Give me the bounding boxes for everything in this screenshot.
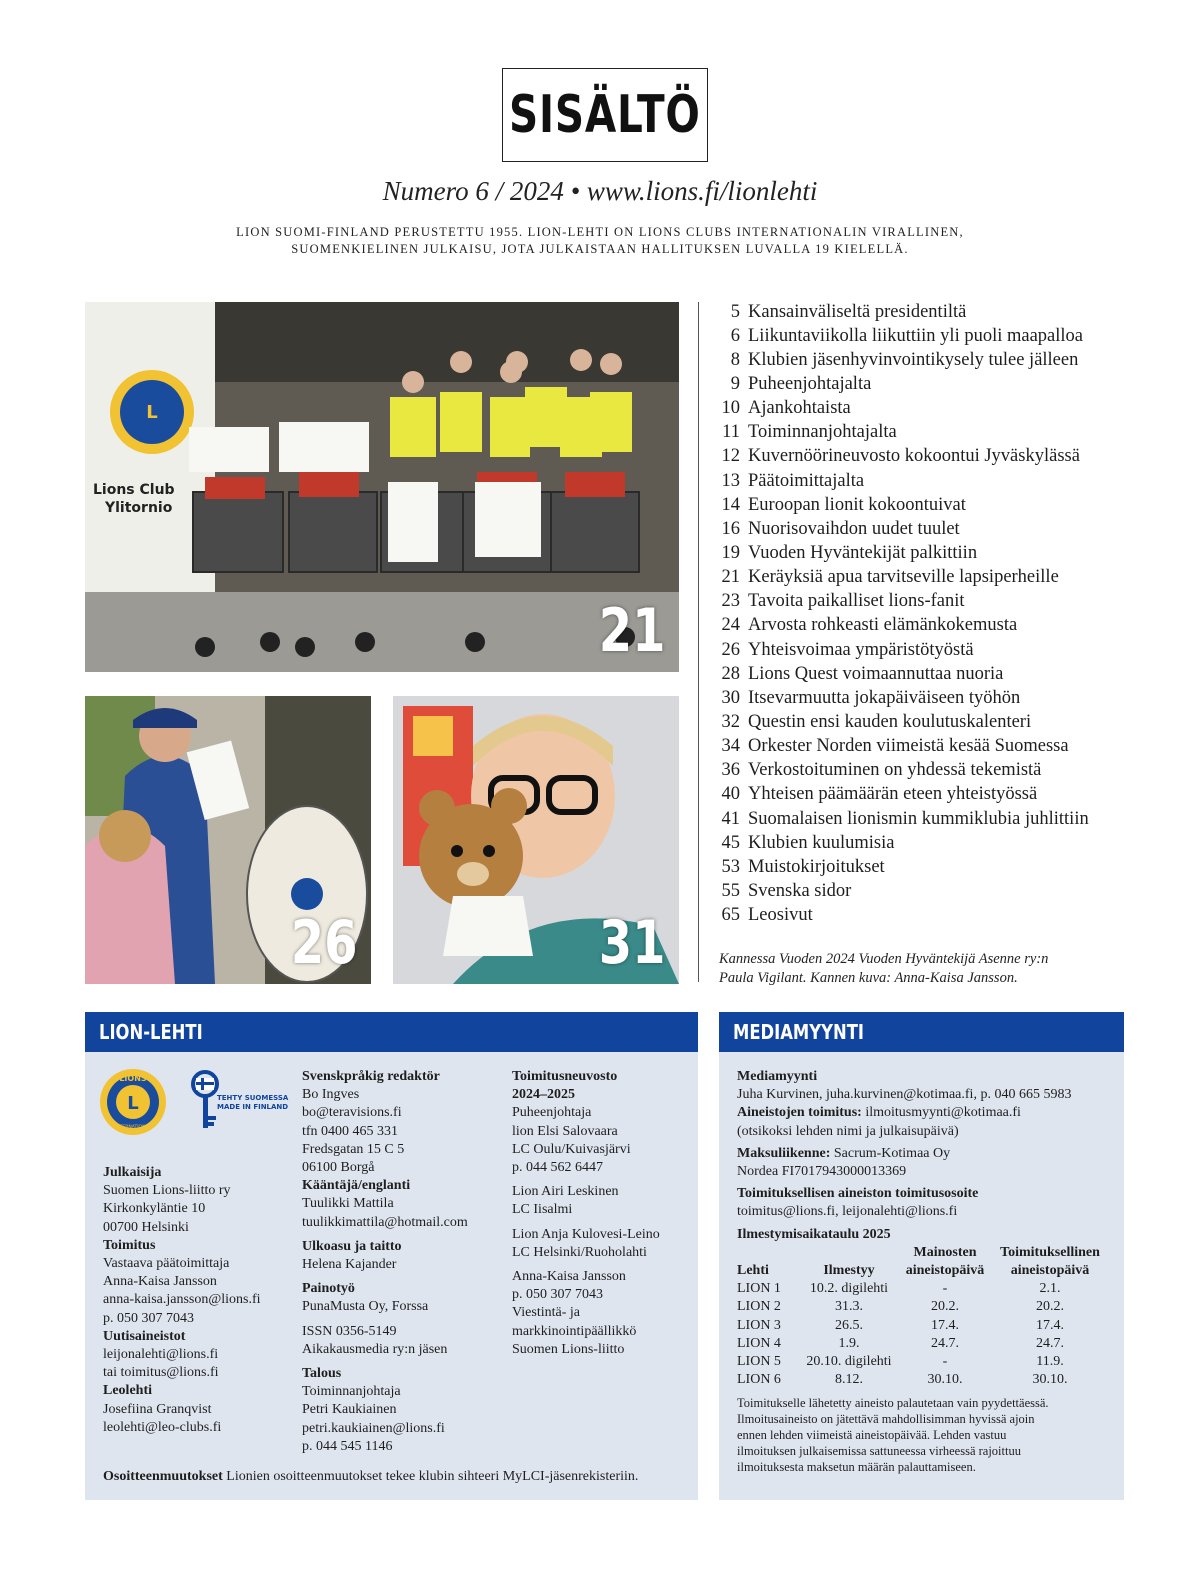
intro-text: [0, 224, 1200, 258]
toc-page-number: 36: [721, 760, 740, 781]
toc-title: Leosivut: [748, 905, 813, 926]
finance-line: p. 044 545 1146: [302, 1438, 393, 1454]
svg-text:L: L: [146, 402, 158, 423]
lions-logo-text: LIONS: [119, 1074, 147, 1083]
board-member-line: Suomen Lions-liitto: [512, 1341, 625, 1357]
toc-title: Päätoimittajalta: [748, 470, 865, 491]
page-title: SISÄLTÖ: [509, 85, 701, 145]
schedule-col-header: Mainosten aineistopäivä: [905, 1244, 985, 1279]
publisher-line: Kirkonkyläntie 10: [103, 1201, 206, 1217]
toc-page-number: 9: [730, 373, 740, 394]
schedule-cell: 24.7.: [931, 1335, 959, 1351]
table-of-contents: [706, 300, 1146, 928]
translator-heading: Kääntäjä/englanti: [302, 1178, 411, 1194]
footnote-line: Toimitukselle lähetetty aineisto palautetaan vain pyydettäessä.: [737, 1396, 1049, 1411]
swedish-editor-line: 06100 Borgå: [302, 1160, 375, 1176]
svg-text:L: L: [127, 1093, 139, 1114]
finance-email[interactable]: petri.kaukiainen@lions.fi: [302, 1420, 445, 1436]
board-member-line: Anna-Kaisa Jansson: [512, 1269, 626, 1285]
toc-entry[interactable]: [706, 735, 1146, 759]
membership-line: Aikakausmedia ry:n jäsen: [302, 1341, 448, 1357]
photo-food-collection: [85, 302, 679, 672]
toc-title: Keräyksiä apua tarvitseville lapsiperheille: [748, 567, 1059, 588]
print-line: PunaMusta Oy, Forssa: [302, 1299, 429, 1315]
publisher-heading: Julkaisija: [103, 1165, 162, 1180]
schedule-cell: LION 5: [737, 1354, 781, 1370]
photo-page-number: 26: [290, 908, 357, 978]
photo-boy-with-teddy: [393, 696, 679, 984]
lions-logo-subtext: INTERNATIONAL: [114, 1125, 152, 1130]
footnote-line: ilmoituksesta maksetun määrän palauttamiseen.: [737, 1460, 976, 1475]
lion-lehti-panel: [85, 1012, 698, 1500]
editorial-email[interactable]: anna-kaisa.jansson@lions.fi: [103, 1292, 261, 1308]
schedule-cell: -: [942, 1281, 948, 1297]
toc-page-number: 23: [721, 591, 740, 612]
banner-club-line-1: Lions Club: [93, 482, 175, 498]
swedish-editor-line: Fredsgatan 15 C 5: [302, 1141, 405, 1157]
board-period: 2024–2025: [512, 1087, 575, 1103]
toc-page-number: 8: [730, 349, 740, 370]
toc-entry[interactable]: [706, 493, 1146, 517]
toc-page-number: 6: [730, 325, 740, 346]
toc-title: Arvosta rohkeasti elämänkokemusta: [748, 615, 1018, 636]
toc-title: Toiminnanjohtajalta: [748, 422, 897, 443]
leo-heading: Leolehti: [103, 1383, 152, 1399]
toc-page-number: 53: [721, 856, 740, 877]
cover-caption: [719, 950, 1139, 988]
toc-entry[interactable]: [706, 421, 1146, 445]
schedule-cell: 30.10.: [927, 1372, 963, 1388]
lion-lehti-col-2: [302, 1068, 507, 1456]
toc-title: Suomalaisen lionismin kummiklubia juhlittiin: [748, 808, 1089, 829]
toc-page-number: 13: [721, 470, 740, 491]
finance-line: Petri Kaukiainen: [302, 1402, 397, 1418]
schedule-cell: 2.1.: [1039, 1281, 1061, 1297]
toc-entry[interactable]: [706, 807, 1146, 831]
swedish-editor-line: Bo Ingves: [302, 1087, 360, 1103]
made-in-text-2: MADE IN FINLAND: [217, 1103, 289, 1111]
toc-page-number: 41: [721, 808, 740, 829]
toc-entry[interactable]: [706, 638, 1146, 662]
toc-title: Klubien jäsenhyvinvointikysely tulee jälleen: [748, 349, 1079, 370]
toc-title: Orkester Norden viimeistä kesää Suomessa: [748, 736, 1069, 757]
toc-page-number: 65: [721, 905, 740, 926]
issue-line: Numero 6 / 2024 • www.lions.fi/lionlehti: [382, 176, 818, 206]
toc-title: Puheenjohtajalta: [748, 373, 872, 394]
board-member-line: markkinointipäällikkö: [512, 1323, 637, 1339]
finance-heading: Talous: [302, 1366, 342, 1382]
toc-entry[interactable]: [706, 783, 1146, 807]
toc-entry[interactable]: [706, 855, 1146, 879]
news-line: tai toimitus@lions.fi: [103, 1365, 219, 1381]
toc-title: Verkostoituminen on yhdessä tekemistä: [748, 760, 1042, 781]
finance-line: Toiminnanjohtaja: [302, 1384, 401, 1400]
board-member-line: p. 044 562 6447: [512, 1160, 603, 1176]
schedule-header-row: [737, 1244, 1109, 1280]
schedule-cell: -: [942, 1354, 948, 1370]
schedule-row: [737, 1298, 1109, 1316]
schedule-col-header: Ilmestyy: [823, 1263, 875, 1279]
schedule-cell: 26.5.: [835, 1317, 863, 1333]
toc-title: Euroopan lionit kokoontuivat: [748, 494, 966, 515]
toc-entry[interactable]: [706, 397, 1146, 421]
sales-contact: Juha Kurvinen, juha.kurvinen@kotimaa.fi, p. 040 665 5983: [737, 1087, 1072, 1103]
payment-heading: Maksuliikenne:: [737, 1145, 831, 1161]
lion-lehti-col-1: [103, 1164, 293, 1437]
made-in-text-1: TEHTY SUOMESSA: [217, 1094, 289, 1102]
leo-line: Josefiina Granqvist: [103, 1401, 212, 1417]
swedish-editor-email[interactable]: bo@teravisions.fi: [302, 1105, 402, 1121]
photo-page-number: 21: [598, 596, 665, 666]
layout-heading: Ulkoasu ja taitto: [302, 1238, 402, 1254]
banner-club-line-2: Ylitornio: [105, 500, 173, 516]
schedule-col-header: Toimituksellinen aineistopäivä: [1000, 1244, 1100, 1279]
schedule-cell: 8.12.: [835, 1372, 863, 1388]
schedule-row: [737, 1353, 1109, 1371]
footnote-line: ilmoituksen julkaisemissa sattuneessa virheessä rajoittuu: [737, 1444, 1021, 1459]
schedule-col-header: Lehti: [737, 1263, 769, 1279]
toc-page-number: 45: [721, 832, 740, 853]
footnote-line: ennen lehden viimeistä aineistopäivää. Lehden vastuu: [737, 1428, 1007, 1443]
schedule-cell: 1.9.: [838, 1335, 860, 1351]
schedule-table: [737, 1244, 1109, 1390]
toc-page-number: 11: [722, 422, 740, 443]
issn-line: ISSN 0356-5149: [302, 1323, 397, 1339]
schedule-cell: 20.10. digilehti: [806, 1354, 892, 1370]
toc-page-number: 40: [721, 784, 740, 805]
toc-title: Vuoden Hyväntekijät palkittiin: [748, 542, 978, 563]
toc-entry[interactable]: [706, 614, 1146, 638]
cover-caption-line-1: Kannessa Vuoden 2024 Vuoden Hyväntekijä Asenne ry:n: [719, 951, 1049, 967]
toc-page-number: 26: [721, 639, 740, 660]
address-change-heading: Osoitteenmuutokset: [103, 1469, 223, 1484]
editorial-address-heading: Toimituksellisen aineiston toimitusosoite: [737, 1186, 979, 1202]
schedule-cell: 11.9.: [1036, 1354, 1064, 1370]
toc-title: Nuorisovaihdon uudet tuulet: [748, 518, 960, 539]
publisher-line: Suomen Lions-liitto ry: [103, 1183, 231, 1199]
schedule-cell: 31.3.: [835, 1299, 863, 1315]
publisher-line: 00700 Helsinki: [103, 1219, 189, 1235]
news-email[interactable]: leijonalehti@lions.fi: [103, 1347, 219, 1363]
board-member-line: Lion Airi Leskinen: [512, 1184, 619, 1200]
board-member-line: LC Helsinki/Ruoholahti: [512, 1244, 647, 1260]
photo-environment-work: [85, 696, 371, 984]
toc-title: Muistokirjoitukset: [748, 856, 885, 877]
toc-entry[interactable]: [706, 300, 1146, 324]
toc-page-number: 24: [721, 615, 740, 636]
board-member-line: Lion Anja Kulovesi-Leino: [512, 1226, 660, 1242]
schedule-heading: Ilmestymisaikataulu 2025: [737, 1226, 891, 1242]
schedule-cell: 10.2. digilehti: [809, 1281, 889, 1297]
toc-entry[interactable]: [706, 759, 1146, 783]
toc-entry[interactable]: [706, 517, 1146, 541]
toc-entry[interactable]: [706, 445, 1146, 469]
toc-title: Klubien kuulumisia: [748, 832, 895, 853]
intro-line-1: LION SUOMI-FINLAND PERUSTETTU 1955. LION-LEHTI ON LIONS CLUBS INTERNATIONALIN VIRALLINEN,: [236, 225, 964, 239]
editorial-line: Vastaava päätoimittaja: [103, 1256, 230, 1272]
lion-lehti-col-3: [512, 1068, 692, 1359]
toc-entry[interactable]: [706, 566, 1146, 590]
toc-page-number: 30: [721, 687, 740, 708]
translator-email[interactable]: tuulikkimattila@hotmail.com: [302, 1214, 468, 1230]
toc-entry[interactable]: [706, 831, 1146, 855]
mediamyynti-panel: [719, 1012, 1124, 1500]
photo-food-collection-image: [85, 302, 679, 672]
material-email[interactable]: ilmoitusmyynti@kotimaa.fi: [861, 1105, 1021, 1121]
toc-page-number: 21: [721, 567, 740, 588]
translator-line: Tuulikki Mattila: [302, 1196, 394, 1212]
toc-entry[interactable]: [706, 662, 1146, 686]
toc-title: Lions Quest voimaannuttaa nuoria: [748, 663, 1004, 684]
board-member-line: LC Oulu/Kuivasjärvi: [512, 1141, 631, 1157]
toc-entry[interactable]: [706, 348, 1146, 372]
toc-entry[interactable]: [706, 904, 1146, 928]
schedule-cell: LION 4: [737, 1335, 781, 1351]
toc-title: Kuvernöörineuvosto kokoontui Jyväskylässä: [748, 446, 1080, 467]
toc-entry[interactable]: [706, 372, 1146, 396]
schedule-row: [737, 1335, 1109, 1353]
toc-entry[interactable]: [706, 324, 1146, 348]
column-divider: [698, 302, 699, 982]
address-change-note: [103, 1468, 693, 1486]
lions-logo-icon: [99, 1068, 167, 1136]
board-member-line: LC Iisalmi: [512, 1202, 573, 1218]
board-member-line: Puheenjohtaja: [512, 1105, 592, 1121]
photo-page-number: 31: [598, 908, 665, 978]
toc-title: Tavoita paikalliset lions-fanit: [748, 591, 965, 612]
toc-page-number: 28: [721, 663, 740, 684]
print-heading: Painotyö: [302, 1281, 355, 1297]
schedule-cell: 17.4.: [931, 1317, 959, 1333]
toc-title: Liikuntaviikolla liikuttiin yli puoli maapalloa: [748, 325, 1084, 346]
material-heading: Aineistojen toimitus:: [737, 1105, 862, 1121]
schedule-cell: LION 3: [737, 1317, 781, 1333]
schedule-cell: 17.4.: [1036, 1317, 1064, 1333]
layout-line: Helena Kajander: [302, 1257, 397, 1273]
toc-title: Itsevarmuutta jokapäiväiseen työhön: [748, 687, 1021, 708]
editorial-line: p. 050 307 7043: [103, 1310, 194, 1326]
schedule-cell: 30.10.: [1032, 1372, 1068, 1388]
leo-email[interactable]: leolehti@leo-clubs.fi: [103, 1419, 222, 1435]
toc-entry[interactable]: [706, 879, 1146, 903]
toc-page-number: 14: [721, 494, 740, 515]
schedule-row: [737, 1317, 1109, 1335]
toc-entry[interactable]: [706, 590, 1146, 614]
editorial-line: Anna-Kaisa Jansson: [103, 1274, 217, 1290]
schedule-cell: 24.7.: [1036, 1335, 1064, 1351]
cover-caption-line-2: Paula Vigilant. Kannen kuva: Anna-Kaisa Jansson.: [719, 970, 1018, 986]
swedish-editor-heading: Svenskpråkig redaktör: [302, 1069, 440, 1084]
toc-title: Svenska sidor: [748, 880, 852, 901]
schedule-row: [737, 1371, 1109, 1389]
toc-page-number: 55: [721, 880, 740, 901]
board-member-line: lion Elsi Salovaara: [512, 1123, 618, 1139]
toc-title: Questin ensi kauden koulutuskalenteri: [748, 711, 1032, 732]
schedule-cell: LION 1: [737, 1281, 781, 1297]
editorial-heading: Toimitus: [103, 1237, 156, 1253]
toc-title: Yhteisen päämäärän eteen yhteistyössä: [748, 784, 1038, 805]
toc-entry[interactable]: [706, 541, 1146, 565]
toc-page-number: 16: [721, 518, 740, 539]
toc-title: Kansainväliseltä presidentiltä: [748, 301, 967, 322]
mediamyynti-content: [737, 1068, 1117, 1475]
intro-line-2: SUOMENKIELINEN JULKAISU, JOTA JULKAISTAAN HALLITUKSEN LUVALLA 19 KIELELLÄ.: [291, 242, 909, 256]
footnote-line: Ilmoitusaineisto on jätettävä mahdollisimman hyvissä ajoin: [737, 1412, 1035, 1427]
board-heading: Toimitusneuvosto: [512, 1069, 618, 1084]
schedule-cell: 20.2.: [1036, 1299, 1064, 1315]
sales-heading: Mediamyynti: [737, 1069, 818, 1084]
made-in-finland-key-icon: [187, 1070, 289, 1132]
toc-page-number: 32: [721, 711, 740, 732]
address-change-text: Lionien osoitteenmuutokset tekee klubin sihteeri MyLCI-jäsenrekisteriin.: [222, 1469, 639, 1484]
swedish-editor-line: tfn 0400 465 331: [302, 1123, 399, 1139]
mediamyynti-heading: MEDIAMYYNTI: [719, 1012, 1124, 1052]
toc-page-number: 34: [721, 736, 740, 757]
toc-entry[interactable]: [706, 686, 1146, 710]
toc-title: Yhteisvoimaa ympäristötyöstä: [748, 639, 974, 660]
schedule-cell: 20.2.: [931, 1299, 959, 1315]
page-title-box: [502, 68, 708, 162]
schedule-cell: LION 2: [737, 1299, 781, 1315]
toc-page-number: 5: [730, 301, 740, 322]
schedule-row: [737, 1280, 1109, 1298]
toc-page-number: 10: [721, 398, 740, 419]
toc-page-number: 19: [721, 542, 740, 563]
payment-account: Nordea FI7017943000013369: [737, 1164, 907, 1180]
schedule-cell: LION 6: [737, 1372, 781, 1388]
payment-company: Sacrum-Kotimaa Oy: [830, 1145, 951, 1161]
toc-entry[interactable]: [706, 469, 1146, 493]
toc-entry[interactable]: [706, 710, 1146, 734]
toc-title: Ajankohtaista: [748, 398, 851, 419]
board-member-line: Viestintä- ja: [512, 1305, 580, 1321]
lion-lehti-heading: LION-LEHTI: [85, 1012, 698, 1052]
toc-page-number: 12: [721, 446, 740, 467]
board-member-line: p. 050 307 7043: [512, 1287, 603, 1303]
news-heading: Uutisaineistot: [103, 1328, 186, 1344]
schedule-footnote: [737, 1395, 1117, 1475]
editorial-address-emails[interactable]: toimitus@lions.fi, leijonalehti@lions.fi: [737, 1204, 958, 1220]
material-note: (otsikoksi lehden nimi ja julkaisupäivä): [737, 1123, 959, 1139]
